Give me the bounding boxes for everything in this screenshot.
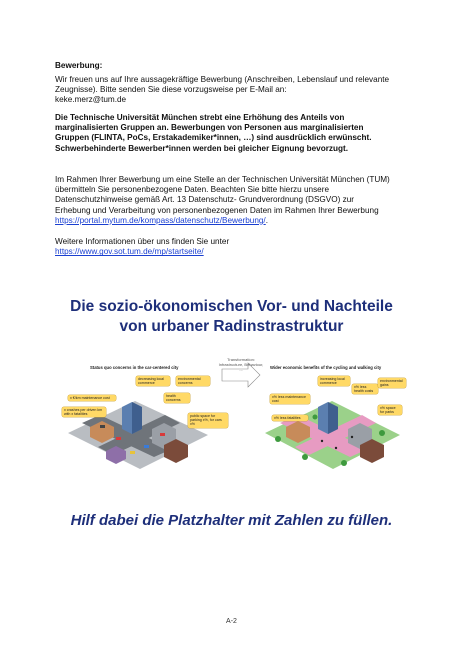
privacy-text: Im Rahmen Ihrer Bewerbung um eine Stelle an der Technischen Universität München (TUM) übermitteln Sie personenbezogene Daten. Beachten Sie bitte hierzu unsere Datenschutzhinweise gemäß Art. 13 Datenschutz- Grundverordnung (DSGVO) zur Erhebung und Verarbeitung von personenbezogenen Daten im Rahmen Ihrer Bewerbung <box>55 175 390 215</box>
flyer-title-line2: von urbaner Radinstrastruktur <box>119 318 344 335</box>
flyer-title <box>40 297 423 337</box>
note-right-parks: x% space for parks <box>378 405 402 415</box>
diversity-statement: Die Technische Universität München strebt eine Erhöhung des Anteils von marginalisierten Gruppen an. Bewerbungen von Personen aus marginalisierten Gruppen (FLINTA, PoCs, Erstakademiker*innen, …) sind ausdrücklich erwünscht. Schwerbehinderte Bewerber*innen werden bei gleicher Eignung bevorzugt. <box>55 113 372 153</box>
page-number: A-2 <box>226 618 237 625</box>
note-left-parking: public space for parking x%, for cars x% <box>188 413 228 428</box>
transformation-label: Transformation: Infrastructure, Behaviour, ... <box>218 357 264 372</box>
website-link[interactable]: https://www.gov.sot.tum.de/mp/startseite/ <box>55 247 204 257</box>
city-comparison-illustration <box>60 353 403 473</box>
left-panel-title: Status quo concerns in the car-centered city <box>90 365 179 370</box>
note-right-commerce: increasing local commerce <box>318 376 350 386</box>
application-paragraph <box>55 75 390 106</box>
right-panel-title: Wider economic benefits of the cycling and walking city <box>270 365 382 370</box>
note-right-maintenance: x% less maintenance cost <box>270 394 310 404</box>
more-info-paragraph <box>55 237 390 257</box>
flyer-title-line1: Die sozio-ökonomischen Vor- und Nachteile <box>70 298 393 315</box>
note-left-environment: environmental concerns <box>176 376 210 386</box>
note-right-health: x% less health costs <box>352 384 378 394</box>
note-right-environment: environmental gains <box>378 378 406 388</box>
application-text: Wir freuen uns auf Ihre aussagekräftige Bewerbung (Anschreiben, Lebenslauf und relevante Zeugnisse). Bitte senden Sie diese vorzugsweise per E-Mail an: <box>55 75 390 95</box>
note-right-fatalities: x% less fatalities <box>272 415 308 421</box>
call-to-action: Hilf dabei die Platzhalter mit Zahlen zu füllen. <box>70 512 393 529</box>
contact-email: keke.merz@tum.de <box>55 95 127 105</box>
more-info-text: Weitere Informationen über uns finden Sie unter <box>55 237 230 246</box>
application-heading: Bewerbung: <box>55 61 103 70</box>
privacy-link[interactable]: https://portal.mytum.de/kompass/datenschutz/Bewerbung/ <box>55 215 266 225</box>
note-left-maintenance: x €/km maintenance cost <box>68 395 116 401</box>
privacy-paragraph: Im Rahmen Ihrer Bewerbung um eine Stelle an der Technischen Universität München (TUM) übermitteln Sie personenbezogene Daten. Beachten Sie bitte hierzu unsere Datenschutzhinweise gemäß Art. 13 Datenschutz- Grundverordnung (DSGVO) zur Erhebung und Verarbeitung von personenbezogenen Daten im Rahmen Ihrer Bewerbung https://portal.mytum.de/kompass/datenschutz/Bewerbung/. <box>55 175 390 225</box>
note-left-commerce: decreasing local commerce <box>136 376 170 386</box>
note-left-crashes: x crashes per driven km with x fatalities <box>62 407 106 417</box>
note-left-health: health concerns <box>164 393 190 403</box>
